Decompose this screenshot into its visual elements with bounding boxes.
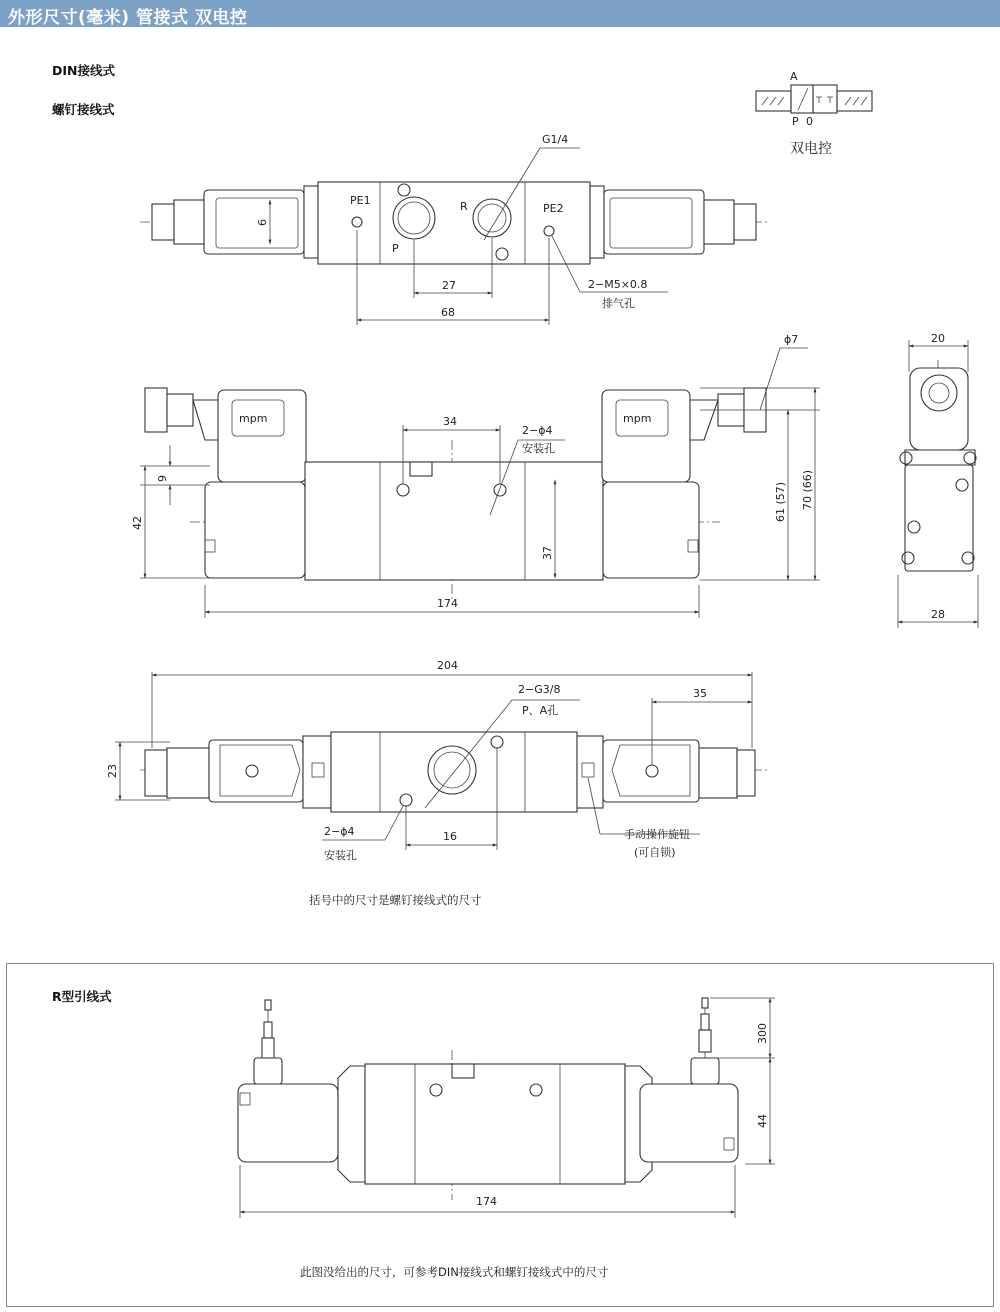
- pa-port-label: P、A孔: [522, 704, 559, 717]
- symbol-port-p: P: [792, 115, 799, 128]
- front-view: [131, 333, 820, 618]
- m5-label: 2−M5×0.8: [588, 278, 648, 291]
- r-port-label: R: [460, 200, 468, 213]
- pe1-label: PE1: [350, 194, 371, 207]
- dim-37: 37: [541, 546, 554, 560]
- top-view: [140, 133, 770, 325]
- dim-27: 27: [442, 279, 456, 292]
- dim-35: 35: [693, 687, 707, 700]
- bracket-note: 括号中的尺寸是螺钉接线式的尺寸: [309, 893, 482, 907]
- dim-300: 300: [756, 1023, 769, 1044]
- bottom-view: [106, 659, 770, 862]
- dim-23: 23: [106, 764, 119, 778]
- valve-symbol: [756, 70, 872, 157]
- mount-front-label: 安装孔: [522, 442, 555, 455]
- dim-6: 6: [256, 219, 269, 226]
- dim-34: 34: [443, 415, 457, 428]
- dim-20: 20: [931, 332, 945, 345]
- front-logo-left: mpm: [239, 412, 268, 425]
- side-view: [898, 332, 978, 628]
- mount-bottom-label: 安装孔: [324, 849, 357, 862]
- phi4-bottom-label: 2−ϕ4: [324, 825, 355, 838]
- screw-label: 螺钉接线式: [52, 102, 115, 117]
- dim-42: 42: [131, 516, 144, 530]
- dim-16: 16: [443, 830, 457, 843]
- r-type-label: R型引线式: [52, 989, 112, 1004]
- phi4-front-label: 2−ϕ4: [522, 424, 553, 437]
- exhaust-label: 排气孔: [602, 297, 635, 310]
- r-type-note: 此图没给出的尺寸，可参考DIN接线式和螺钉接线式中的尺寸: [300, 1265, 609, 1279]
- dim-44: 44: [756, 1114, 769, 1128]
- dim-28: 28: [931, 608, 945, 621]
- symbol-caption: 双电控: [790, 141, 832, 157]
- dim-68: 68: [441, 306, 455, 319]
- header-title: 外形尺寸(毫米) 管接式 双电控: [8, 8, 248, 28]
- front-logo-right: mpm: [623, 412, 652, 425]
- dim-174: 174: [437, 597, 458, 610]
- manual-knob-label: 手动操作旋钮: [624, 828, 690, 841]
- lockable-label: (可自锁): [634, 846, 676, 859]
- g38-label: 2−G3/8: [518, 683, 561, 696]
- dim-70-66: 70 (66): [801, 469, 814, 510]
- r-type-view: [238, 998, 775, 1218]
- pe2-label: PE2: [543, 202, 564, 215]
- din-label: DIN接线式: [52, 63, 115, 78]
- g14-label: G1/4: [542, 133, 569, 146]
- r-dim-174: 174: [476, 1195, 497, 1208]
- symbol-port-a: A: [790, 70, 798, 83]
- symbol-port-0: 0: [806, 115, 813, 128]
- dim-204: 204: [437, 659, 458, 672]
- phi7-label: ϕ7: [784, 333, 799, 346]
- dim-9: 9: [156, 475, 169, 482]
- dim-61-57: 61 (57): [774, 481, 787, 522]
- p-port-label: P: [392, 242, 399, 255]
